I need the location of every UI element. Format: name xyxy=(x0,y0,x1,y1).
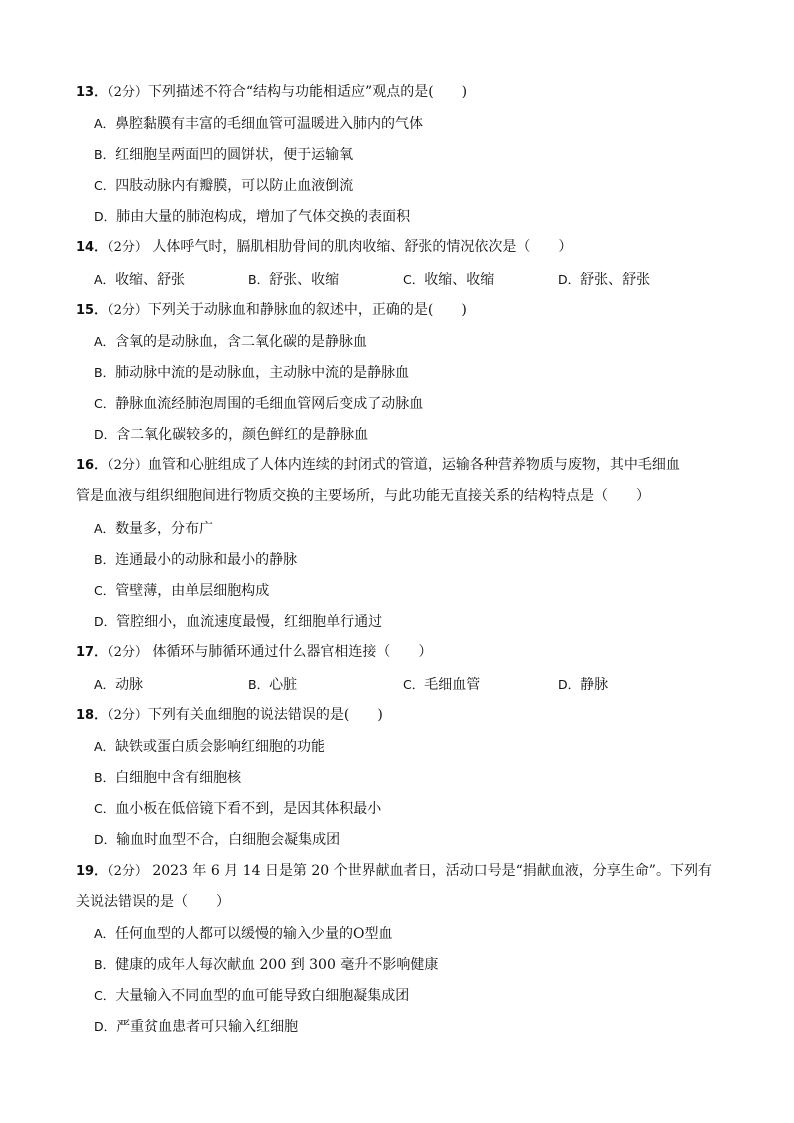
option-text: 白细胞中含有细胞核 xyxy=(115,770,242,786)
option-text: 管腔细小，血流速度最慢，红细胞单行通过 xyxy=(116,614,383,630)
option-text: 任何血型的人都可以缓慢的输入少量的O型血 xyxy=(115,926,393,942)
question-15-option-d[interactable] xyxy=(94,419,368,451)
question-13-option-d[interactable] xyxy=(94,201,410,233)
question-19-option-a[interactable] xyxy=(94,918,393,950)
option-text: 管壁薄，由单层细胞构成 xyxy=(115,583,270,599)
question-19-stem-continued xyxy=(76,887,726,918)
option-text: 肺动脉中流的是动脉血，主动脉中流的是静脉血 xyxy=(115,365,410,381)
option-letter: A． xyxy=(94,272,116,287)
option-letter: D． xyxy=(94,1019,117,1034)
question-16-option-b[interactable] xyxy=(94,544,297,576)
question-18-option-d[interactable] xyxy=(94,824,340,856)
option-text: 毛细血管 xyxy=(424,677,481,693)
question-17-stem xyxy=(76,637,726,668)
option-text: 心脏 xyxy=(269,677,298,693)
question-number: 16． xyxy=(76,458,108,473)
question-14-stem xyxy=(76,232,726,263)
question-text-line-2: 关说法错误的是（ ） xyxy=(76,894,230,910)
option-letter: B． xyxy=(94,957,116,972)
option-text: 含氧的是动脉血，含二氧化碳的是静脉血 xyxy=(115,334,368,350)
question-17-option-c[interactable] xyxy=(403,669,480,701)
question-13-stem xyxy=(76,77,726,108)
question-number: 14． xyxy=(76,240,108,255)
question-16-option-a[interactable] xyxy=(94,513,213,545)
question-15-option-c[interactable] xyxy=(94,388,423,420)
option-letter: D． xyxy=(94,427,117,442)
option-letter: A． xyxy=(94,116,116,131)
option-text: 舒张、舒张 xyxy=(580,272,651,288)
option-letter: C． xyxy=(403,272,425,287)
question-17-option-b[interactable] xyxy=(248,669,297,701)
question-13-option-b[interactable] xyxy=(94,139,353,171)
option-letter: C． xyxy=(403,677,425,692)
question-19-option-b[interactable] xyxy=(94,949,438,981)
option-text: 收缩、舒张 xyxy=(115,272,186,288)
question-score: （2分） xyxy=(107,85,148,100)
option-letter: A． xyxy=(94,926,116,941)
question-text-line-1: 血管和心脏组成了人体内连续的封闭式的管道，运输各种营养物质与废物，其中毛细血 xyxy=(147,457,680,473)
question-text: 下列关于动脉血和静脉血的叙述中，正确的是( ) xyxy=(147,302,467,318)
option-text: 大量输入不同血型的血可能导致白细胞凝集成团 xyxy=(115,988,410,1004)
question-14-option-c[interactable] xyxy=(403,264,494,296)
question-14-option-b[interactable] xyxy=(248,264,339,296)
question-13-option-c[interactable] xyxy=(94,170,353,202)
option-letter: D． xyxy=(94,832,117,847)
question-16-option-d[interactable] xyxy=(94,606,382,638)
option-letter: C． xyxy=(94,583,116,598)
option-letter: C． xyxy=(94,988,116,1003)
option-letter: A． xyxy=(94,521,116,536)
question-15-stem xyxy=(76,295,726,326)
question-14-option-a[interactable] xyxy=(94,264,185,296)
option-letter: B． xyxy=(94,365,116,380)
option-text: 动脉 xyxy=(115,677,144,693)
question-text: 人体呼气时，膈肌相肋骨间的肌肉收缩、舒张的情况依次是（ ） xyxy=(147,239,573,255)
option-text: 肺由大量的肺泡构成，增加了气体交换的表面积 xyxy=(116,209,411,225)
question-15-option-b[interactable] xyxy=(94,357,409,389)
question-number: 18． xyxy=(76,708,108,723)
question-17-option-a[interactable] xyxy=(94,669,143,701)
question-score: （2分） xyxy=(107,240,148,255)
question-number: 15． xyxy=(76,303,108,318)
question-score: （2分） xyxy=(107,708,148,723)
question-13-option-a[interactable] xyxy=(94,108,423,140)
option-text: 严重贫血患者可只输入红细胞 xyxy=(116,1019,299,1035)
option-text: 连通最小的动脉和最小的静脉 xyxy=(115,552,298,568)
question-number: 19． xyxy=(76,864,108,879)
option-text: 输血时血型不合，白细胞会凝集成团 xyxy=(116,832,341,848)
question-19-option-d[interactable] xyxy=(94,1011,298,1043)
option-letter: C． xyxy=(94,178,116,193)
question-16-option-c[interactable] xyxy=(94,575,269,607)
option-letter: D． xyxy=(558,272,581,287)
option-letter: D． xyxy=(94,614,117,629)
option-letter: A． xyxy=(94,677,116,692)
option-text: 舒张、收缩 xyxy=(269,272,340,288)
option-letter: C． xyxy=(94,396,116,411)
question-16-stem xyxy=(76,450,726,481)
option-letter: A． xyxy=(94,739,116,754)
option-letter: A． xyxy=(94,334,116,349)
question-score: （2分） xyxy=(107,458,148,473)
question-score: （2分） xyxy=(107,303,148,318)
question-number: 13． xyxy=(76,85,108,100)
option-letter: B． xyxy=(94,770,116,785)
option-letter: D． xyxy=(558,677,581,692)
question-text: 下列有关血细胞的说法错误的是( ) xyxy=(147,707,383,723)
option-text: 静脉血流经肺泡周围的毛细血管网后变成了动脉血 xyxy=(115,396,424,412)
option-letter: B． xyxy=(248,677,270,692)
question-text: 下列描述不符合“结构与功能相适应”观点的是( ) xyxy=(147,84,468,100)
option-text: 含二氧化碳较多的，颜色鲜红的是静脉血 xyxy=(116,427,369,443)
question-18-option-a[interactable] xyxy=(94,731,325,763)
question-number: 17． xyxy=(76,645,108,660)
question-16-stem-continued xyxy=(76,481,726,512)
question-text-line-2: 管是血液与组织细胞间进行物质交换的主要场所，与此功能无直接关系的结构特点是（ ） xyxy=(76,488,650,504)
question-18-option-c[interactable] xyxy=(94,793,381,825)
option-text: 缺铁或蛋白质会影响红细胞的功能 xyxy=(115,739,326,755)
question-18-option-b[interactable] xyxy=(94,762,241,794)
option-text: 鼻腔黏膜有丰富的毛细血管可温暖进入肺内的气体 xyxy=(115,116,424,132)
question-score: （2分） xyxy=(107,645,148,660)
question-18-stem xyxy=(76,700,726,731)
question-19-option-c[interactable] xyxy=(94,980,409,1012)
option-letter: D． xyxy=(94,209,117,224)
question-14-option-d[interactable] xyxy=(558,264,650,296)
option-letter: C． xyxy=(94,801,116,816)
question-text-line-1: 2023 年 6 月 14 日是第 20 个世界献血者日，活动口号是“捐献血液，分享生命”。下列有 xyxy=(147,863,712,879)
question-19-stem xyxy=(76,856,726,887)
option-text: 收缩、收缩 xyxy=(424,272,495,288)
option-letter: B． xyxy=(94,552,116,567)
option-text: 健康的成年人每次献血 200 到 300 毫升不影响健康 xyxy=(115,957,439,973)
question-17-option-d[interactable] xyxy=(558,669,608,701)
question-text: 体循环与肺循环通过什么器官相连接（ ） xyxy=(147,644,433,660)
option-text: 静脉 xyxy=(580,677,609,693)
option-letter: B． xyxy=(94,147,116,162)
question-15-option-a[interactable] xyxy=(94,326,367,358)
option-letter: B． xyxy=(248,272,270,287)
question-score: （2分） xyxy=(107,864,148,879)
option-text: 四肢动脉内有瓣膜，可以防止血液倒流 xyxy=(115,178,354,194)
option-text: 数量多，分布广 xyxy=(115,521,214,537)
option-text: 血小板在低倍镜下看不到，是因其体积最小 xyxy=(115,801,382,817)
option-text: 红细胞呈两面凹的圆饼状，便于运输氧 xyxy=(115,147,354,163)
